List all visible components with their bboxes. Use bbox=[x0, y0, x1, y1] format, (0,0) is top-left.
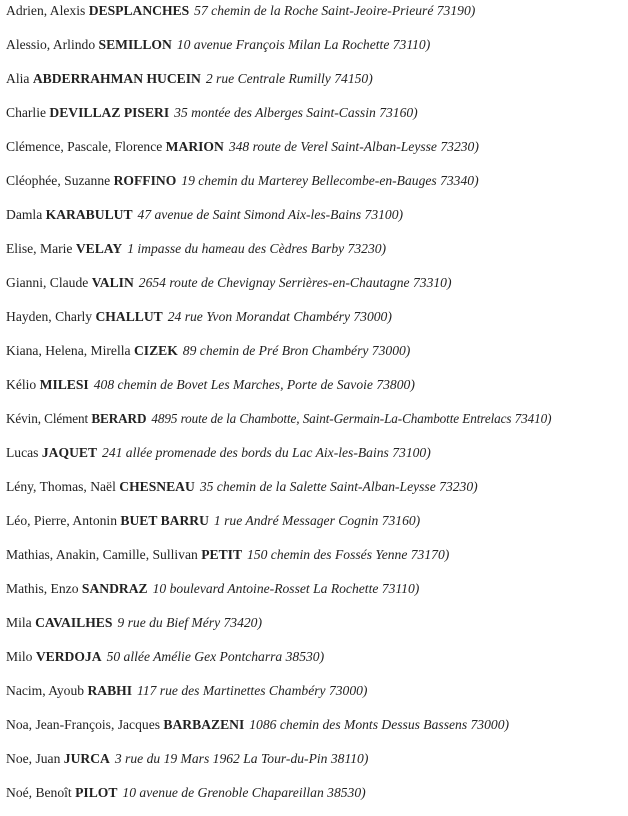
first-names: Kiana, Helena, Mirella bbox=[6, 343, 131, 358]
last-name: MARION bbox=[165, 139, 224, 154]
list-item bbox=[6, 374, 626, 408]
address: 408 chemin de Bovet Les Marches, Porte de Savoie 73800) bbox=[93, 377, 415, 392]
address: 117 rue des Martinettes Chambéry 73000) bbox=[137, 683, 368, 698]
first-names: Damla bbox=[6, 207, 43, 222]
address: 150 chemin des Fossés Yenne 73170) bbox=[247, 547, 450, 562]
first-names: Alessio, Arlindo bbox=[6, 37, 96, 52]
address: 1 impasse du hameau des Cèdres Barby 73230) bbox=[127, 241, 387, 256]
address: 10 avenue François Milan La Rochette 73110) bbox=[176, 37, 431, 52]
list-item bbox=[6, 782, 626, 816]
first-names: Mathias, Anakin, Camille, Sullivan bbox=[6, 547, 198, 562]
last-name: PILOT bbox=[75, 785, 118, 800]
last-name: DESPLANCHES bbox=[88, 3, 190, 18]
address: 47 avenue de Saint Simond Aix-les-Bains 73100) bbox=[137, 207, 404, 222]
first-names: Noa, Jean-François, Jacques bbox=[6, 717, 161, 732]
last-name: JURCA bbox=[63, 751, 110, 766]
address: 1 rue André Messager Cognin 73160) bbox=[213, 513, 421, 528]
list-item bbox=[6, 102, 626, 136]
first-names: Charlie bbox=[6, 105, 47, 120]
first-names: Hayden, Charly bbox=[6, 309, 93, 324]
last-name: CAVAILHES bbox=[35, 615, 113, 630]
first-names: Léo, Pierre, Antonin bbox=[6, 513, 117, 528]
list-item bbox=[6, 510, 626, 544]
first-names: Noe, Juan bbox=[6, 751, 61, 766]
address: 2 rue Centrale Rumilly 74150) bbox=[205, 71, 373, 86]
last-name: CIZEK bbox=[133, 343, 178, 358]
list-item bbox=[6, 408, 626, 442]
first-names: Nacim, Ayoub bbox=[6, 683, 85, 698]
list-item bbox=[6, 204, 626, 238]
first-names: Alia bbox=[6, 71, 30, 86]
first-names: Lény, Thomas, Naël bbox=[6, 479, 116, 494]
first-names: Elise, Marie bbox=[6, 241, 73, 256]
last-name: CHESNEAU bbox=[119, 479, 195, 494]
list-item bbox=[6, 170, 626, 204]
address: 10 boulevard Antoine-Rosset La Rochette 73110) bbox=[152, 581, 420, 596]
last-name: PETIT bbox=[201, 547, 243, 562]
last-name: RABHI bbox=[87, 683, 133, 698]
first-names: Kélio bbox=[6, 377, 37, 392]
first-names: Kévin, Clément bbox=[6, 411, 89, 426]
last-name: BARBAZENI bbox=[163, 717, 245, 732]
address: 24 rue Yvon Morandat Chambéry 73000) bbox=[167, 309, 392, 324]
list-item bbox=[6, 748, 626, 782]
last-name: KARABULUT bbox=[45, 207, 133, 222]
list-item bbox=[6, 612, 626, 646]
first-names: Gianni, Claude bbox=[6, 275, 89, 290]
last-name: SEMILLON bbox=[98, 37, 172, 52]
address: 57 chemin de la Roche Saint-Jeoire-Prieuré 73190) bbox=[194, 3, 476, 18]
first-names: Cléophée, Suzanne bbox=[6, 173, 111, 188]
first-names: Milo bbox=[6, 649, 33, 664]
list-item bbox=[6, 578, 626, 612]
last-name: CHALLUT bbox=[95, 309, 163, 324]
address: 89 chemin de Pré Bron Chambéry 73000) bbox=[182, 343, 411, 358]
list-item bbox=[6, 680, 626, 714]
first-names: Mathis, Enzo bbox=[6, 581, 79, 596]
address: 4895 route de la Chambotte, Saint-Germain-La-Chambotte Entrelacs 73410) bbox=[151, 411, 552, 426]
list-item bbox=[6, 136, 626, 170]
list-item bbox=[6, 340, 626, 374]
list-item bbox=[6, 476, 626, 510]
address: 35 montée des Alberges Saint-Cassin 73160) bbox=[174, 105, 418, 120]
last-name: MILESI bbox=[39, 377, 89, 392]
first-names: Mila bbox=[6, 615, 32, 630]
address: 50 allée Amélie Gex Pontcharra 38530) bbox=[106, 649, 325, 664]
first-names: Clémence, Pascale, Florence bbox=[6, 139, 163, 154]
first-names: Adrien, Alexis bbox=[6, 3, 86, 18]
address: 348 route de Verel Saint-Alban-Leysse 73230) bbox=[228, 139, 479, 154]
list-item bbox=[6, 34, 626, 68]
address: 241 allée promenade des bords du Lac Aix-les-Bains 73100) bbox=[102, 445, 431, 460]
last-name: BUET BARRU bbox=[120, 513, 209, 528]
last-name: JAQUET bbox=[41, 445, 98, 460]
address: 35 chemin de la Salette Saint-Alban-Leysse 73230) bbox=[199, 479, 478, 494]
names-address-list bbox=[6, 0, 626, 816]
address: 10 avenue de Grenoble Chapareillan 38530) bbox=[122, 785, 366, 800]
first-names: Noé, Benoît bbox=[6, 785, 72, 800]
last-name: BERARD bbox=[91, 411, 147, 426]
list-item bbox=[6, 272, 626, 306]
last-name: VERDOJA bbox=[35, 649, 102, 664]
list-item bbox=[6, 714, 626, 748]
address: 19 chemin du Marterey Bellecombe-en-Bauges 73340) bbox=[181, 173, 479, 188]
list-item bbox=[6, 544, 626, 578]
address: 9 rue du Bief Méry 73420) bbox=[117, 615, 263, 630]
address: 2654 route de Chevignay Serrières-en-Chautagne 73310) bbox=[138, 275, 452, 290]
last-name: ABDERRAHMAN HUCEIN bbox=[32, 71, 201, 86]
last-name: VELAY bbox=[75, 241, 123, 256]
list-item bbox=[6, 238, 626, 272]
list-item bbox=[6, 0, 626, 34]
first-names: Lucas bbox=[6, 445, 39, 460]
list-item bbox=[6, 442, 626, 476]
address: 1086 chemin des Monts Dessus Bassens 73000) bbox=[249, 717, 510, 732]
list-item bbox=[6, 646, 626, 680]
last-name: DEVILLAZ PISERI bbox=[49, 105, 170, 120]
last-name: SANDRAZ bbox=[81, 581, 148, 596]
last-name: VALIN bbox=[91, 275, 134, 290]
last-name: ROFFINO bbox=[113, 173, 177, 188]
list-item bbox=[6, 68, 626, 102]
address: 3 rue du 19 Mars 1962 La Tour-du-Pin 38110) bbox=[114, 751, 369, 766]
list-item bbox=[6, 306, 626, 340]
